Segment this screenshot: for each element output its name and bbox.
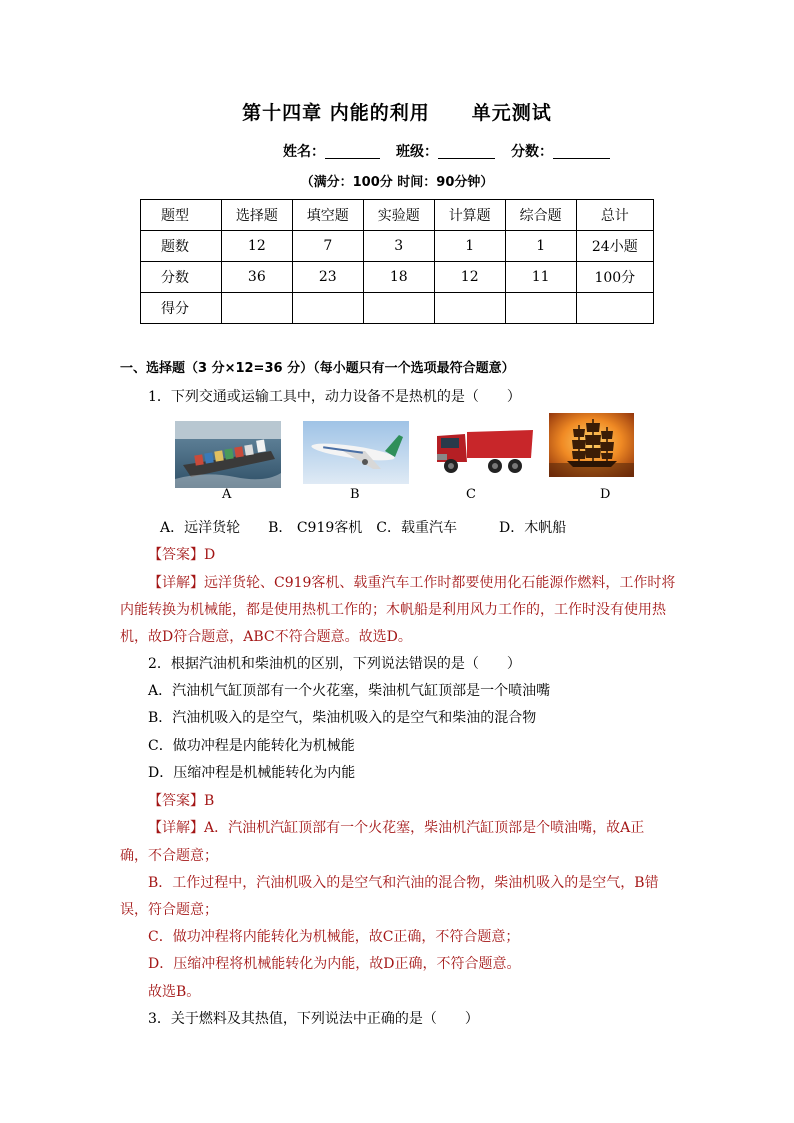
chapter-title: 第十四章 内能的利用 — [242, 102, 430, 124]
airliner-image — [303, 421, 409, 484]
class-label: 班级： — [396, 144, 438, 160]
student-info-line — [283, 141, 610, 161]
question-2-detail-line — [148, 817, 644, 837]
question-1-stem: 1．下列交通或运输工具中，动力设备不是热机的是（ ） — [148, 389, 521, 405]
table-row — [141, 262, 654, 293]
answer-value: D — [204, 547, 216, 563]
question-1-answer — [148, 544, 215, 564]
name-blank[interactable] — [325, 144, 380, 159]
question-2-option-c: C．做功冲程是内能转化为机械能 — [148, 738, 355, 754]
question-1-detail-line — [148, 572, 675, 592]
table-cell: 实验题 — [363, 200, 434, 231]
table-cell: 12 — [221, 231, 292, 262]
detail-text: 远洋货轮、C919客机、载重汽车工作时都要使用化石能源作燃料，工作时将 — [204, 575, 676, 591]
score-input-cell[interactable] — [434, 293, 505, 324]
table-row — [141, 293, 654, 324]
table-row — [141, 231, 654, 262]
question-2-detail-line: 误，符合题意； — [120, 902, 218, 918]
score-table — [140, 199, 654, 324]
image-label-a: A — [222, 487, 232, 502]
table-cell: 题型 — [141, 200, 222, 231]
table-cell: 36 — [221, 262, 292, 293]
question-2-stem: 2．根据汽油机和柴油机的区别，下列说法错误的是（ ） — [148, 656, 521, 672]
table-cell: 7 — [292, 231, 363, 262]
exam-subtitle: （满分：100分 时间：90分钟） — [300, 175, 494, 190]
table-cell: 24小题 — [576, 231, 653, 262]
score-input-cell[interactable] — [576, 293, 653, 324]
score-input-cell[interactable] — [292, 293, 363, 324]
table-header-row — [141, 200, 654, 231]
table-cell: 得分 — [141, 293, 222, 324]
question-2-detail-line: 故选B。 — [148, 984, 201, 1000]
score-input-cell[interactable] — [363, 293, 434, 324]
question-2-detail-line: C．做功冲程将内能转化为机械能，故C正确，不符合题意； — [148, 929, 520, 945]
table-cell: 100分 — [576, 262, 653, 293]
table-cell: 18 — [363, 262, 434, 293]
question-2-answer — [148, 790, 214, 810]
section-heading: 一、选择题（3 分×12=36 分）（每小题只有一个选项最符合题意） — [120, 361, 515, 376]
table-cell: 1 — [505, 231, 576, 262]
table-cell: 11 — [505, 262, 576, 293]
image-label-d: D — [600, 487, 611, 502]
question-2-option-a: A．汽油机气缸顶部有一个火花塞，柴油机气缸顶部是一个喷油嘴 — [148, 683, 551, 699]
table-cell: 12 — [434, 262, 505, 293]
class-blank[interactable] — [438, 144, 495, 159]
question-3-stem: 3．关于燃料及其热值，下列说法中正确的是（ ） — [148, 1011, 479, 1027]
table-cell: 3 — [363, 231, 434, 262]
answer-label: 【答案】 — [148, 547, 204, 563]
image-label-c: C — [466, 487, 476, 502]
question-2-detail-line: 确，不合题意； — [120, 848, 218, 864]
question-1-detail-line: 内能转换为机械能，都是使用热机工作的；木帆船是利用风力工作的，工作时没有使用热 — [120, 602, 666, 618]
question-2-option-b: B．汽油机吸入的是空气，柴油机吸入的是空气和柴油的混合物 — [148, 710, 537, 726]
score-input-cell[interactable] — [505, 293, 576, 324]
table-cell: 题数 — [141, 231, 222, 262]
score-label: 分数： — [511, 144, 553, 160]
cargo-ship-image — [175, 421, 281, 488]
table-cell: 填空题 — [292, 200, 363, 231]
question-1-options: A．远洋货轮 B． C919客机 C．载重汽车 D．木帆船 — [160, 520, 567, 536]
score-input-cell[interactable] — [221, 293, 292, 324]
sailing-ship-image — [549, 413, 634, 477]
question-2-option-d: D．压缩冲程是机械能转化为内能 — [148, 765, 356, 781]
answer-label: 【答案】 — [148, 793, 204, 809]
table-cell: 综合题 — [505, 200, 576, 231]
question-2-detail-line: B．工作过程中，汽油机吸入的是空气和汽油的混合物，柴油机吸入的是空气，B错 — [148, 875, 659, 891]
table-cell: 分数 — [141, 262, 222, 293]
detail-text: A．汽油机汽缸顶部有一个火花塞，柴油机汽缸顶部是个喷油嘴，故A正 — [204, 820, 645, 836]
table-cell: 计算题 — [434, 200, 505, 231]
page-title — [0, 98, 794, 125]
table-cell: 23 — [292, 262, 363, 293]
score-blank[interactable] — [553, 144, 610, 159]
table-cell: 1 — [434, 231, 505, 262]
name-label: 姓名： — [283, 144, 325, 160]
dump-truck-image — [433, 424, 535, 475]
detail-label: 【详解】 — [148, 820, 204, 836]
question-2-detail-line: D．压缩冲程将机械能转化为内能，故D正确，不符合题意。 — [148, 956, 521, 972]
detail-label: 【详解】 — [148, 575, 204, 591]
table-cell: 总计 — [576, 200, 653, 231]
question-1-detail-line: 机，故D符合题意，ABC不符合题意。故选D。 — [120, 629, 412, 645]
image-label-b: B — [350, 487, 360, 502]
unit-title: 单元测试 — [471, 102, 552, 124]
table-cell: 选择题 — [221, 200, 292, 231]
answer-value: B — [204, 793, 215, 809]
